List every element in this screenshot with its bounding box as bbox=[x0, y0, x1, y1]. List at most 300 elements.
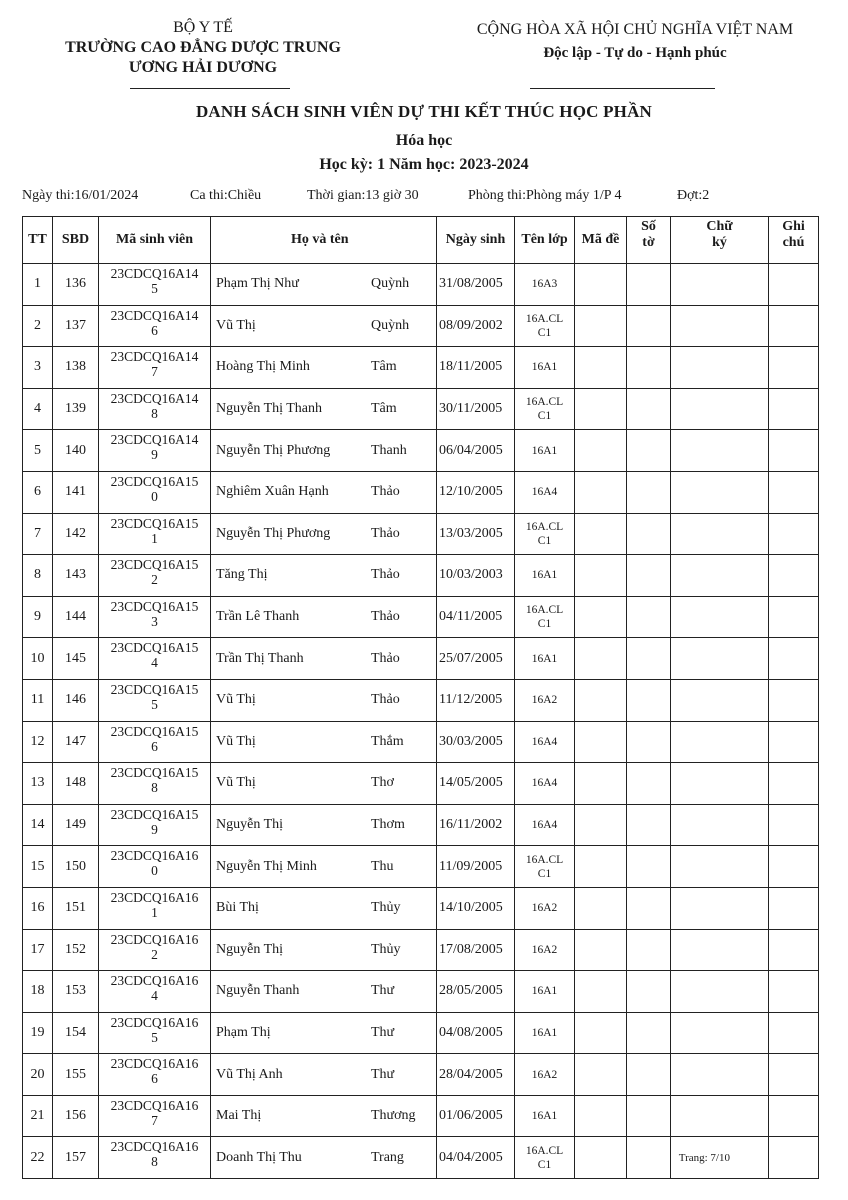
cell-mssv bbox=[99, 971, 211, 1013]
cell-mssv-line1: 23CDCQ16A16 bbox=[110, 889, 199, 905]
cell-sheets bbox=[627, 971, 671, 1013]
cell-exam-code bbox=[575, 430, 627, 472]
table-row bbox=[23, 596, 819, 638]
col-header-signature bbox=[671, 217, 769, 264]
cell-dob: 30/03/2005 bbox=[437, 721, 515, 763]
cell-tt: 12 bbox=[23, 721, 53, 763]
cell-class-line1: 16A1 bbox=[531, 1110, 558, 1123]
table-row bbox=[23, 305, 819, 347]
col-header-sheets-line1: Số bbox=[641, 219, 656, 234]
cell-mssv bbox=[99, 347, 211, 389]
cell-sbd: 146 bbox=[53, 679, 99, 721]
cell-dob: 06/04/2005 bbox=[437, 430, 515, 472]
table-row bbox=[23, 555, 819, 597]
table-row bbox=[23, 471, 819, 513]
cell-mssv-line1: 23CDCQ16A16 bbox=[110, 1056, 199, 1072]
cell-family-name: Nguyễn Thanh bbox=[216, 983, 300, 999]
cell-note bbox=[769, 305, 819, 347]
cell-given-name: Quỳnh bbox=[371, 317, 410, 333]
cell-mssv bbox=[99, 513, 211, 555]
cell-signature bbox=[671, 347, 769, 389]
cell-sbd: 143 bbox=[53, 555, 99, 597]
table-row bbox=[23, 264, 819, 306]
cell-mssv-line2: 6 bbox=[151, 322, 158, 338]
cell-class-line1: 16A.CL bbox=[525, 396, 564, 409]
cell-sbd: 139 bbox=[53, 388, 99, 430]
cell-exam-code bbox=[575, 1095, 627, 1137]
cell-signature bbox=[671, 471, 769, 513]
cell-class-line1: 16A2 bbox=[531, 902, 558, 915]
cell-sbd: 154 bbox=[53, 1012, 99, 1054]
cell-given-name: Thư bbox=[371, 1066, 395, 1082]
table-row bbox=[23, 971, 819, 1013]
col-header-note-line1: Ghi bbox=[782, 219, 805, 234]
cell-dob: 13/03/2005 bbox=[437, 513, 515, 555]
cell-sheets bbox=[627, 763, 671, 805]
cell-name bbox=[211, 471, 437, 513]
cell-class-line1: 16A3 bbox=[531, 278, 558, 291]
cell-class-line2: C1 bbox=[537, 618, 552, 631]
cell-class-line2: C1 bbox=[537, 867, 552, 880]
cell-class-line1: 16A1 bbox=[531, 444, 558, 457]
cell-family-name: Tăng Thị bbox=[216, 567, 268, 583]
student-table bbox=[22, 216, 819, 1179]
col-header-note-line2: chú bbox=[782, 235, 805, 250]
cell-class bbox=[515, 804, 575, 846]
cell-signature bbox=[671, 388, 769, 430]
cell-mssv-line2: 1 bbox=[151, 530, 158, 546]
cell-signature bbox=[671, 264, 769, 306]
cell-dob: 28/04/2005 bbox=[437, 1054, 515, 1096]
cell-signature bbox=[671, 1054, 769, 1096]
cell-mssv bbox=[99, 1137, 211, 1179]
cell-signature bbox=[671, 804, 769, 846]
cell-dob: 04/08/2005 bbox=[437, 1012, 515, 1054]
cell-sheets bbox=[627, 555, 671, 597]
cell-mssv-line2: 7 bbox=[151, 1112, 158, 1128]
cell-class-line2: C1 bbox=[537, 326, 552, 339]
cell-note bbox=[769, 555, 819, 597]
cell-class bbox=[515, 555, 575, 597]
table-row bbox=[23, 430, 819, 472]
cell-dob: 18/11/2005 bbox=[437, 347, 515, 389]
col-header-signature-line1: Chữ bbox=[706, 219, 733, 234]
cell-tt: 18 bbox=[23, 971, 53, 1013]
cell-mssv-line2: 5 bbox=[151, 696, 158, 712]
cell-name bbox=[211, 513, 437, 555]
cell-sheets bbox=[627, 388, 671, 430]
cell-mssv bbox=[99, 388, 211, 430]
cell-class bbox=[515, 305, 575, 347]
cell-dob: 28/05/2005 bbox=[437, 971, 515, 1013]
cell-mssv bbox=[99, 679, 211, 721]
cell-mssv-line1: 23CDCQ16A15 bbox=[110, 723, 199, 739]
cell-tt: 9 bbox=[23, 596, 53, 638]
col-header-mssv: Mã sinh viên bbox=[99, 217, 211, 264]
cell-sbd: 140 bbox=[53, 430, 99, 472]
cell-sheets bbox=[627, 721, 671, 763]
cell-mssv bbox=[99, 929, 211, 971]
cell-note bbox=[769, 763, 819, 805]
cell-tt: 20 bbox=[23, 1054, 53, 1096]
cell-sheets bbox=[627, 638, 671, 680]
cell-mssv bbox=[99, 264, 211, 306]
cell-family-name: Vũ Thị bbox=[216, 775, 256, 791]
cell-given-name: Thảo bbox=[371, 650, 400, 666]
cell-class-line1: 16A1 bbox=[531, 985, 558, 998]
cell-given-name: Thương bbox=[371, 1108, 416, 1124]
cell-family-name: Nguyễn Thị Phương bbox=[216, 525, 331, 541]
cell-dob: 10/03/2003 bbox=[437, 555, 515, 597]
cell-exam-code bbox=[575, 846, 627, 888]
table-row bbox=[23, 388, 819, 430]
cell-mssv-line2: 9 bbox=[151, 447, 158, 463]
cell-mssv-line1: 23CDCQ16A16 bbox=[110, 1097, 199, 1113]
cell-tt: 13 bbox=[23, 763, 53, 805]
cell-note bbox=[769, 471, 819, 513]
cell-signature bbox=[671, 555, 769, 597]
cell-tt: 3 bbox=[23, 347, 53, 389]
cell-name bbox=[211, 638, 437, 680]
cell-note bbox=[769, 388, 819, 430]
term-info: Học kỳ: 1 Năm học: 2023-2024 bbox=[319, 156, 529, 173]
cell-given-name: Trang bbox=[371, 1149, 404, 1165]
cell-family-name: Mai Thị bbox=[216, 1108, 262, 1124]
cell-mssv bbox=[99, 471, 211, 513]
cell-family-name: Vũ Thị bbox=[216, 733, 256, 749]
cell-name bbox=[211, 1012, 437, 1054]
cell-mssv bbox=[99, 1012, 211, 1054]
cell-dob: 12/10/2005 bbox=[437, 471, 515, 513]
cell-mssv bbox=[99, 430, 211, 472]
cell-mssv-line1: 23CDCQ16A15 bbox=[110, 806, 199, 822]
cell-given-name: Tâm bbox=[371, 359, 397, 375]
cell-mssv-line1: 23CDCQ16A16 bbox=[110, 1014, 199, 1030]
table-row bbox=[23, 804, 819, 846]
cell-family-name: Nghiêm Xuân Hạnh bbox=[216, 484, 329, 500]
cell-exam-code bbox=[575, 929, 627, 971]
cell-class bbox=[515, 347, 575, 389]
table-row bbox=[23, 763, 819, 805]
cell-mssv-line1: 23CDCQ16A15 bbox=[110, 681, 199, 697]
cell-given-name: Thanh bbox=[371, 442, 407, 458]
cell-given-name: Thảo bbox=[371, 484, 400, 500]
cell-dob: 14/10/2005 bbox=[437, 887, 515, 929]
cell-signature bbox=[671, 679, 769, 721]
cell-class-line2: C1 bbox=[537, 1158, 552, 1171]
cell-family-name: Nguyễn Thị Minh bbox=[216, 858, 317, 874]
cell-sbd: 148 bbox=[53, 763, 99, 805]
cell-given-name: Thơ bbox=[371, 775, 394, 791]
cell-sbd: 152 bbox=[53, 929, 99, 971]
table-row bbox=[23, 1012, 819, 1054]
cell-mssv bbox=[99, 804, 211, 846]
cell-given-name: Thảo bbox=[371, 567, 400, 583]
cell-mssv-line2: 7 bbox=[151, 364, 158, 380]
cell-class bbox=[515, 1054, 575, 1096]
cell-family-name: Vũ Thị Anh bbox=[216, 1066, 283, 1082]
cell-signature bbox=[671, 971, 769, 1013]
cell-mssv-line1: 23CDCQ16A15 bbox=[110, 473, 199, 489]
cell-mssv bbox=[99, 555, 211, 597]
cell-sheets bbox=[627, 596, 671, 638]
cell-mssv bbox=[99, 596, 211, 638]
exam-session: Ca thi:Chiều bbox=[190, 188, 262, 203]
cell-mssv-line1: 23CDCQ16A14 bbox=[110, 349, 199, 365]
cell-dob: 04/11/2005 bbox=[437, 596, 515, 638]
cell-mssv-line1: 23CDCQ16A16 bbox=[110, 973, 199, 989]
cell-sbd: 151 bbox=[53, 887, 99, 929]
table-row bbox=[23, 1054, 819, 1096]
cell-mssv bbox=[99, 763, 211, 805]
cell-note bbox=[769, 347, 819, 389]
cell-signature bbox=[671, 305, 769, 347]
cell-family-name: Bùi Thị bbox=[216, 900, 259, 916]
table-row bbox=[23, 638, 819, 680]
col-header-sbd: SBD bbox=[53, 217, 99, 264]
cell-mssv bbox=[99, 305, 211, 347]
cell-given-name: Thư bbox=[371, 983, 395, 999]
cell-tt: 16 bbox=[23, 887, 53, 929]
col-header-name bbox=[211, 217, 437, 264]
cell-family-name: Doanh Thị Thu bbox=[216, 1149, 302, 1165]
cell-sheets bbox=[627, 471, 671, 513]
col-header-name-label: Họ và tên bbox=[291, 232, 349, 247]
cell-sheets bbox=[627, 887, 671, 929]
cell-signature bbox=[671, 929, 769, 971]
cell-sbd: 147 bbox=[53, 721, 99, 763]
cell-family-name: Trần Thị Thanh bbox=[216, 650, 304, 666]
cell-family-name: Phạm Thị Như bbox=[216, 276, 299, 292]
cell-name bbox=[211, 555, 437, 597]
cell-tt: 6 bbox=[23, 471, 53, 513]
cell-name bbox=[211, 887, 437, 929]
table-row bbox=[23, 929, 819, 971]
col-header-signature-line2: ký bbox=[712, 235, 727, 250]
cell-dob: 14/05/2005 bbox=[437, 763, 515, 805]
cell-class bbox=[515, 471, 575, 513]
cell-dob: 17/08/2005 bbox=[437, 929, 515, 971]
cell-dob: 30/11/2005 bbox=[437, 388, 515, 430]
cell-sbd: 157 bbox=[53, 1137, 99, 1179]
cell-name bbox=[211, 846, 437, 888]
cell-family-name: Trần Lê Thanh bbox=[216, 609, 300, 625]
cell-sheets bbox=[627, 1054, 671, 1096]
cell-mssv-line2: 8 bbox=[151, 780, 158, 796]
cell-sbd: 137 bbox=[53, 305, 99, 347]
cell-class-line2: C1 bbox=[537, 534, 552, 547]
cell-family-name: Vũ Thị bbox=[216, 317, 256, 333]
cell-mssv-line1: 23CDCQ16A15 bbox=[110, 765, 199, 781]
header-left-rule bbox=[130, 88, 290, 89]
national-motto: Độc lập - Tự do - Hạnh phúc bbox=[543, 45, 727, 61]
cell-sheets bbox=[627, 1095, 671, 1137]
cell-sheets bbox=[627, 347, 671, 389]
cell-exam-code bbox=[575, 264, 627, 306]
cell-class-line1: 16A2 bbox=[531, 943, 558, 956]
cell-class-line1: 16A.CL bbox=[525, 604, 564, 617]
col-header-code: Mã đề bbox=[575, 217, 627, 264]
cell-dob: 01/06/2005 bbox=[437, 1095, 515, 1137]
cell-tt: 10 bbox=[23, 638, 53, 680]
cell-mssv bbox=[99, 846, 211, 888]
cell-mssv-line2: 6 bbox=[151, 738, 158, 754]
cell-note bbox=[769, 638, 819, 680]
cell-tt: 4 bbox=[23, 388, 53, 430]
cell-note bbox=[769, 1012, 819, 1054]
exam-room: Phòng thi:Phòng máy 1/P 4 bbox=[468, 188, 622, 203]
table-header-row bbox=[23, 217, 819, 264]
cell-class bbox=[515, 596, 575, 638]
cell-class bbox=[515, 264, 575, 306]
exam-batch: Đợt:2 bbox=[677, 188, 710, 203]
cell-sbd: 156 bbox=[53, 1095, 99, 1137]
cell-dob: 04/04/2005 bbox=[437, 1137, 515, 1179]
cell-exam-code bbox=[575, 679, 627, 721]
cell-class bbox=[515, 846, 575, 888]
cell-exam-code bbox=[575, 971, 627, 1013]
cell-mssv bbox=[99, 1054, 211, 1096]
cell-given-name: Thơm bbox=[371, 817, 405, 833]
cell-class bbox=[515, 763, 575, 805]
cell-mssv-line2: 3 bbox=[151, 613, 158, 629]
cell-exam-code bbox=[575, 887, 627, 929]
cell-exam-code bbox=[575, 388, 627, 430]
cell-sbd: 138 bbox=[53, 347, 99, 389]
cell-sheets bbox=[627, 513, 671, 555]
cell-family-name: Nguyễn Thị bbox=[216, 817, 284, 833]
cell-note bbox=[769, 1137, 819, 1179]
school-name-line1: TRƯỜNG CAO ĐẲNG DƯỢC TRUNG bbox=[65, 39, 341, 56]
cell-class bbox=[515, 638, 575, 680]
table-row bbox=[23, 513, 819, 555]
cell-class-line1: 16A.CL bbox=[525, 853, 564, 866]
cell-exam-code bbox=[575, 763, 627, 805]
cell-mssv bbox=[99, 721, 211, 763]
table-row bbox=[23, 679, 819, 721]
cell-mssv-line2: 8 bbox=[151, 1154, 158, 1170]
cell-mssv-line2: 4 bbox=[151, 988, 158, 1004]
cell-signature bbox=[671, 1012, 769, 1054]
header-left bbox=[28, 18, 378, 78]
cell-class-line1: 16A1 bbox=[531, 569, 558, 582]
cell-mssv bbox=[99, 1095, 211, 1137]
cell-class bbox=[515, 388, 575, 430]
cell-note bbox=[769, 1095, 819, 1137]
cell-mssv-line2: 5 bbox=[151, 281, 158, 296]
table-row bbox=[23, 721, 819, 763]
cell-name bbox=[211, 929, 437, 971]
ministry-name: BỘ Y TẾ bbox=[173, 19, 233, 36]
cell-note bbox=[769, 887, 819, 929]
cell-dob: 25/07/2005 bbox=[437, 638, 515, 680]
cell-family-name: Hoàng Thị Minh bbox=[216, 359, 310, 375]
cell-exam-code bbox=[575, 804, 627, 846]
cell-name bbox=[211, 679, 437, 721]
cell-class-line1: 16A2 bbox=[531, 694, 558, 707]
cell-sbd: 141 bbox=[53, 471, 99, 513]
cell-note bbox=[769, 971, 819, 1013]
cell-dob: 31/08/2005 bbox=[437, 264, 515, 306]
cell-signature bbox=[671, 638, 769, 680]
cell-given-name: Thu bbox=[371, 858, 394, 874]
cell-mssv bbox=[99, 638, 211, 680]
cell-exam-code bbox=[575, 1054, 627, 1096]
cell-tt: 1 bbox=[23, 264, 53, 306]
cell-sheets bbox=[627, 430, 671, 472]
cell-class-line1: 16A4 bbox=[531, 819, 558, 832]
cell-dob: 08/09/2002 bbox=[437, 305, 515, 347]
cell-class bbox=[515, 430, 575, 472]
cell-class-line1: 16A4 bbox=[531, 735, 558, 748]
cell-given-name: Quỳnh bbox=[371, 276, 410, 292]
country-name: CỘNG HÒA XÃ HỘI CHỦ NGHĨA VIỆT NAM bbox=[476, 21, 794, 38]
cell-mssv-line2: 5 bbox=[151, 1029, 158, 1045]
subject-name: Hóa học bbox=[395, 132, 453, 149]
cell-class-line1: 16A4 bbox=[531, 777, 558, 790]
cell-note bbox=[769, 1054, 819, 1096]
cell-tt: 2 bbox=[23, 305, 53, 347]
cell-name bbox=[211, 1095, 437, 1137]
cell-given-name: Thảo bbox=[371, 692, 400, 708]
cell-exam-code bbox=[575, 305, 627, 347]
cell-tt: 7 bbox=[23, 513, 53, 555]
cell-sheets bbox=[627, 264, 671, 306]
table-row bbox=[23, 887, 819, 929]
col-header-class: Tên lớp bbox=[515, 217, 575, 264]
cell-name bbox=[211, 971, 437, 1013]
cell-tt: 11 bbox=[23, 679, 53, 721]
cell-exam-code bbox=[575, 555, 627, 597]
cell-exam-code bbox=[575, 638, 627, 680]
cell-mssv-line2: 2 bbox=[151, 572, 158, 588]
cell-family-name: Vũ Thị bbox=[216, 692, 256, 708]
cell-tt: 5 bbox=[23, 430, 53, 472]
cell-given-name: Thắm bbox=[371, 733, 404, 749]
cell-name bbox=[211, 1137, 437, 1179]
cell-name bbox=[211, 1054, 437, 1096]
exam-time: Thời gian:13 giờ 30 bbox=[307, 188, 419, 203]
cell-dob: 11/09/2005 bbox=[437, 846, 515, 888]
cell-name bbox=[211, 721, 437, 763]
col-header-tt: TT bbox=[23, 217, 53, 264]
cell-class-line2: C1 bbox=[537, 410, 552, 423]
cell-name bbox=[211, 264, 437, 306]
cell-name bbox=[211, 596, 437, 638]
cell-sheets bbox=[627, 1137, 671, 1179]
cell-family-name: Nguyễn Thị Thanh bbox=[216, 401, 323, 417]
cell-class-line1: 16A1 bbox=[531, 361, 558, 374]
cell-sheets bbox=[627, 804, 671, 846]
cell-given-name: Thủy bbox=[371, 900, 401, 916]
col-header-note bbox=[769, 217, 819, 264]
cell-mssv-line2: 4 bbox=[151, 655, 158, 671]
cell-class bbox=[515, 1137, 575, 1179]
cell-family-name: Nguyễn Thị Phương bbox=[216, 442, 331, 458]
cell-tt: 17 bbox=[23, 929, 53, 971]
cell-given-name: Thảo bbox=[371, 525, 400, 541]
cell-given-name: Thư bbox=[371, 1024, 395, 1040]
cell-name bbox=[211, 305, 437, 347]
cell-class-line1: 16A.CL bbox=[525, 312, 564, 325]
cell-given-name: Thủy bbox=[371, 941, 401, 957]
cell-class-line1: 16A2 bbox=[531, 1068, 558, 1081]
cell-tt: 21 bbox=[23, 1095, 53, 1137]
col-header-dob: Ngày sinh bbox=[437, 217, 515, 264]
cell-exam-code bbox=[575, 471, 627, 513]
cell-exam-code bbox=[575, 1137, 627, 1179]
cell-name bbox=[211, 430, 437, 472]
